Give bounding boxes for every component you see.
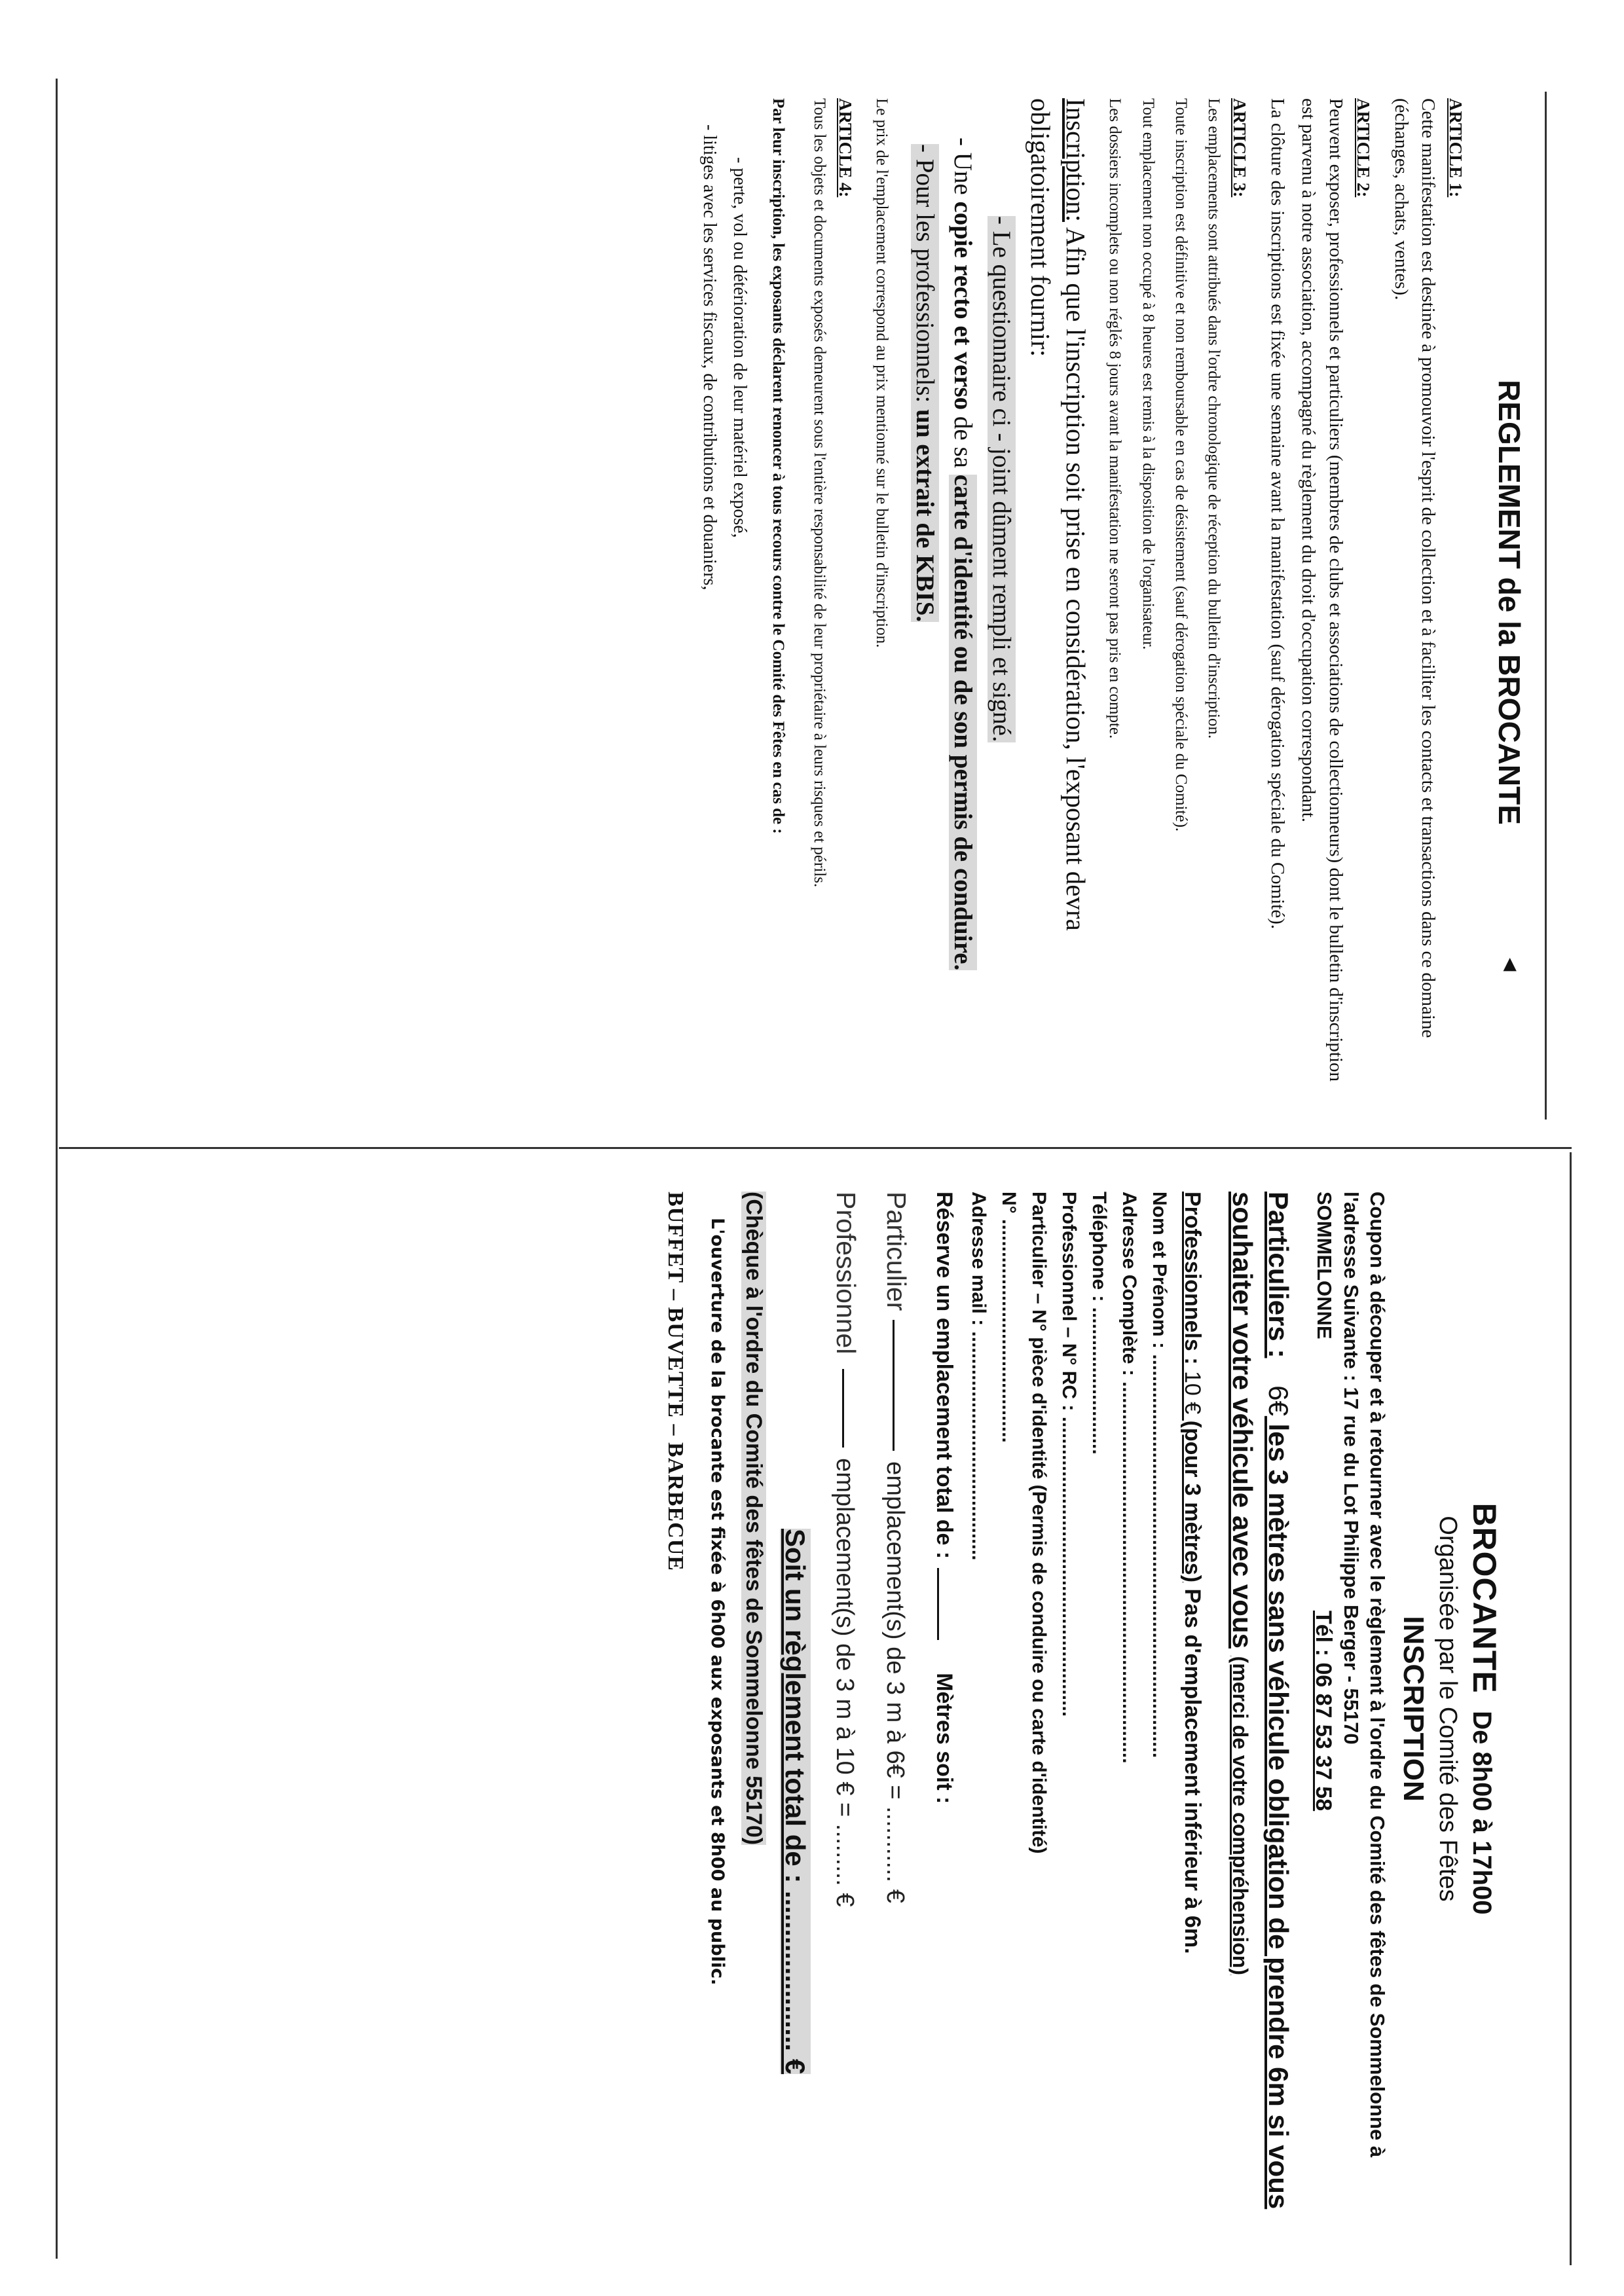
cheque-text: (Chèque à l'ordre du Comité des fêtes de Sommelonne 55170) [741,1192,766,1846]
cheque-line [741,1192,766,2226]
field-nom-dots: .......................................................................... [1148,1349,1170,1758]
telephone-number: Tél : 06 87 53 37 58 [1311,1611,1337,1812]
professionnel-calc-line [830,1192,861,2226]
city-tel-line [1312,1192,1336,2226]
field-nom-label: Nom et Prénom : [1148,1192,1170,1349]
field-professionnel-label: Professionnel – N° RC : [1058,1192,1080,1412]
field-mail-label: Adresse mail : [967,1192,989,1326]
inscription-requirement [1023,98,1094,1106]
brocante-hours: De 8h00 à 17h00 [1467,1711,1496,1915]
article3-heading: ARTICLE 3: [1230,98,1250,198]
reglement-title-text: REGLEMENT de la BROCANTE [1492,380,1526,825]
particuliers-label: Particuliers : [1263,1192,1295,1358]
field-telephone-label: Téléphone : [1088,1192,1110,1302]
pro-tail: Pas d'emplacement inférieur à 6m. [1179,1582,1205,1954]
field-mail-dots: .......................................... [967,1326,989,1561]
field-nom[interactable] [1148,1192,1170,2226]
particulier-calc-label: Particulier [881,1192,912,1311]
field-adresse-dots: ...................................................................... [1118,1376,1140,1764]
article2-text2: La clôture des inscriptions est fixée une semaine avant la manifestation (sauf dérogation spéciale du Comité). [1267,98,1289,930]
article4-item2: - litiges avec les services fiscaux, de contributions et douaniers, [699,124,720,591]
organisee-par: Organisée par le Comité des Fêtes [1434,1516,1462,1902]
field-numero[interactable] [997,1192,1020,2226]
professionnels-rule [1179,1192,1205,2226]
inscription-text: Afin que l'inscription soit prise en considération, l'exposant devra obligatoirement fournir: [1025,98,1092,931]
reserve-label: Réserve un emplacement total de : [931,1192,957,1559]
professionnel-calc-text: emplacement(s) de 3 m à 10 € = ......... € [830,1458,858,1907]
brocante-title [1466,1192,1504,2226]
coupon-text: Coupon à découper et à retourner avec le règlement à l'ordre du Comité des fêtes de Sommelonne à l'adresse Suivante : 17 rue du Lot Philippe Berger - 55170 [1339,1192,1389,2158]
article4-item1: - perte, vol ou détérioration de leur matériel exposé, [729,157,750,538]
bullet-questionnaire-text: - Le questionnaire ci - joint dûment rempli et signé. [987,216,1016,742]
pro-label: Professionnels : [1179,1192,1205,1365]
article2-heading: ARTICLE 2: [1353,98,1373,198]
field-professionnel-dots: ....................................................... [1058,1411,1080,1717]
article4-heading: ARTICLE 4: [835,98,855,198]
ouverture-text: L'ouverture de la brocante est fixée à 6h00 aux exposants et 8h00 au public. [707,1218,728,1986]
field-mail[interactable] [967,1192,989,2226]
pro-price: 10 € [1179,1364,1205,1421]
total-line [779,1529,811,2226]
reglement-title [1492,98,1527,1106]
frame-line-bottom [56,79,58,2259]
field-numero-label: N° [997,1192,1020,1214]
article4-bold: Par leur inscription, les exposants déclarent renoncer à tous recours contre le Comité des Fêtes en cas de : [769,98,788,834]
field-adresse[interactable] [1118,1192,1140,2226]
particuliers-text: les 3 mètres sans véhicule obligation de prendre 6m si vous souhaiter votre véhicule avec vous [1227,1192,1295,2210]
bullet-copie-d: carte d'identité ou de son permis de conduire. [949,474,978,971]
bullet-copie-c: de sa [949,410,978,475]
bullet-copie-a: - Une [949,137,978,202]
bullet-kbis-b: un extrait de KBIS. [910,409,939,623]
inscription-label: Inscription: [1061,98,1092,223]
particulier-calc-text: emplacement(s) de 3 m à 6€ = ........... € [881,1461,909,1903]
article3-p3: Tout emplacement non occupé à 8 heures est remis à la disposition de l'organisateur. [1139,98,1157,650]
inscription-title: INSCRIPTION [1397,1616,1430,1802]
field-telephone[interactable] [1088,1192,1110,2226]
bullet-kbis [908,144,941,1106]
pro-text: (pour 3 mètres) [1179,1420,1205,1583]
field-adresse-label: Adresse Complète : [1118,1192,1140,1376]
particuliers-rule [1225,1192,1297,2226]
bullet-copie [946,137,980,1106]
total-text: Soit un règlement total de : ..................... € [779,1529,811,2075]
reserve-blank[interactable] [937,1568,939,1640]
field-telephone-dots: ........................... [1088,1302,1110,1455]
particulier-count-blank[interactable] [893,1320,895,1451]
reglement-panel [59,92,1545,1120]
particuliers-price: 6€ [1263,1385,1295,1416]
bullet-questionnaire [984,216,1018,1106]
article1-heading: ARTICLE 1: [1446,98,1466,198]
inscription-panel [59,1172,1513,2246]
field-particulier-label: Particulier – N° pièce d'identité (Permis de conduire ou carte d'identité) [1027,1192,1050,1854]
field-numero-dots: ......................................... [997,1213,1020,1443]
merci-text: (merci de votre compréhension) [1228,1656,1252,1975]
article4-text: Tous les objets et documents exposés demeurent sous l'entière responsabilité de leur propriétaire à leurs risques et périls. [810,98,828,888]
field-particulier [1027,1192,1050,2226]
bullet-kbis-a: - Pour les professionnels: [910,144,939,410]
frame-line-divider [59,1147,1572,1149]
professionnel-count-blank[interactable] [842,1369,844,1448]
price-text: Le prix de l'emplacement correspond au prix mentionné sur le bulletin d'inscription. [872,98,891,648]
field-professionnel[interactable] [1058,1192,1080,2226]
frame-line-top-right [1570,1152,1572,2265]
metres-soit: Mètres soit : [931,1673,957,1804]
arrow-left-icon: ◄ [1498,953,1523,975]
particulier-calc-line [881,1192,912,2226]
article3-p2: Toute inscription est définitive et non remboursable en cas de désistement (sauf dérogation spéciale du Comité). [1172,98,1190,832]
reserve-line [931,1192,957,2226]
article3-p4: Les dossiers incomplets ou non réglés 8 jours avant la manifestation ne seront pas pris en compte. [1106,98,1124,739]
buffet-text: BUFFET – BUVETTE – BARBECUE [663,1192,688,1571]
article1-text: Cette manifestation est destinée à promouvoir l'esprit de collection et à faciliter les contacts et transactions dans ce domaine (échanges, achats, ventes). [1390,98,1439,1038]
brocante-word: BROCANTE [1466,1503,1503,1694]
article3-p1: Les emplacements sont attribués dans l'ordre chronologique de réception du bulletin d'inscription. [1205,98,1223,739]
professionnel-calc-label: Professionnel [830,1192,861,1355]
city: SOMMELONNE [1313,1192,1337,1339]
bullet-copie-b: copie recto et verso [949,201,978,410]
article2-text1: Peuvent exposer, professionnels et particuliers (membres de clubs et associations de collectionneurs) dont le bulletin d'inscription est parvenu à notre association, accompagné du règlement du droit d'occupation correspondant. [1298,98,1346,1082]
